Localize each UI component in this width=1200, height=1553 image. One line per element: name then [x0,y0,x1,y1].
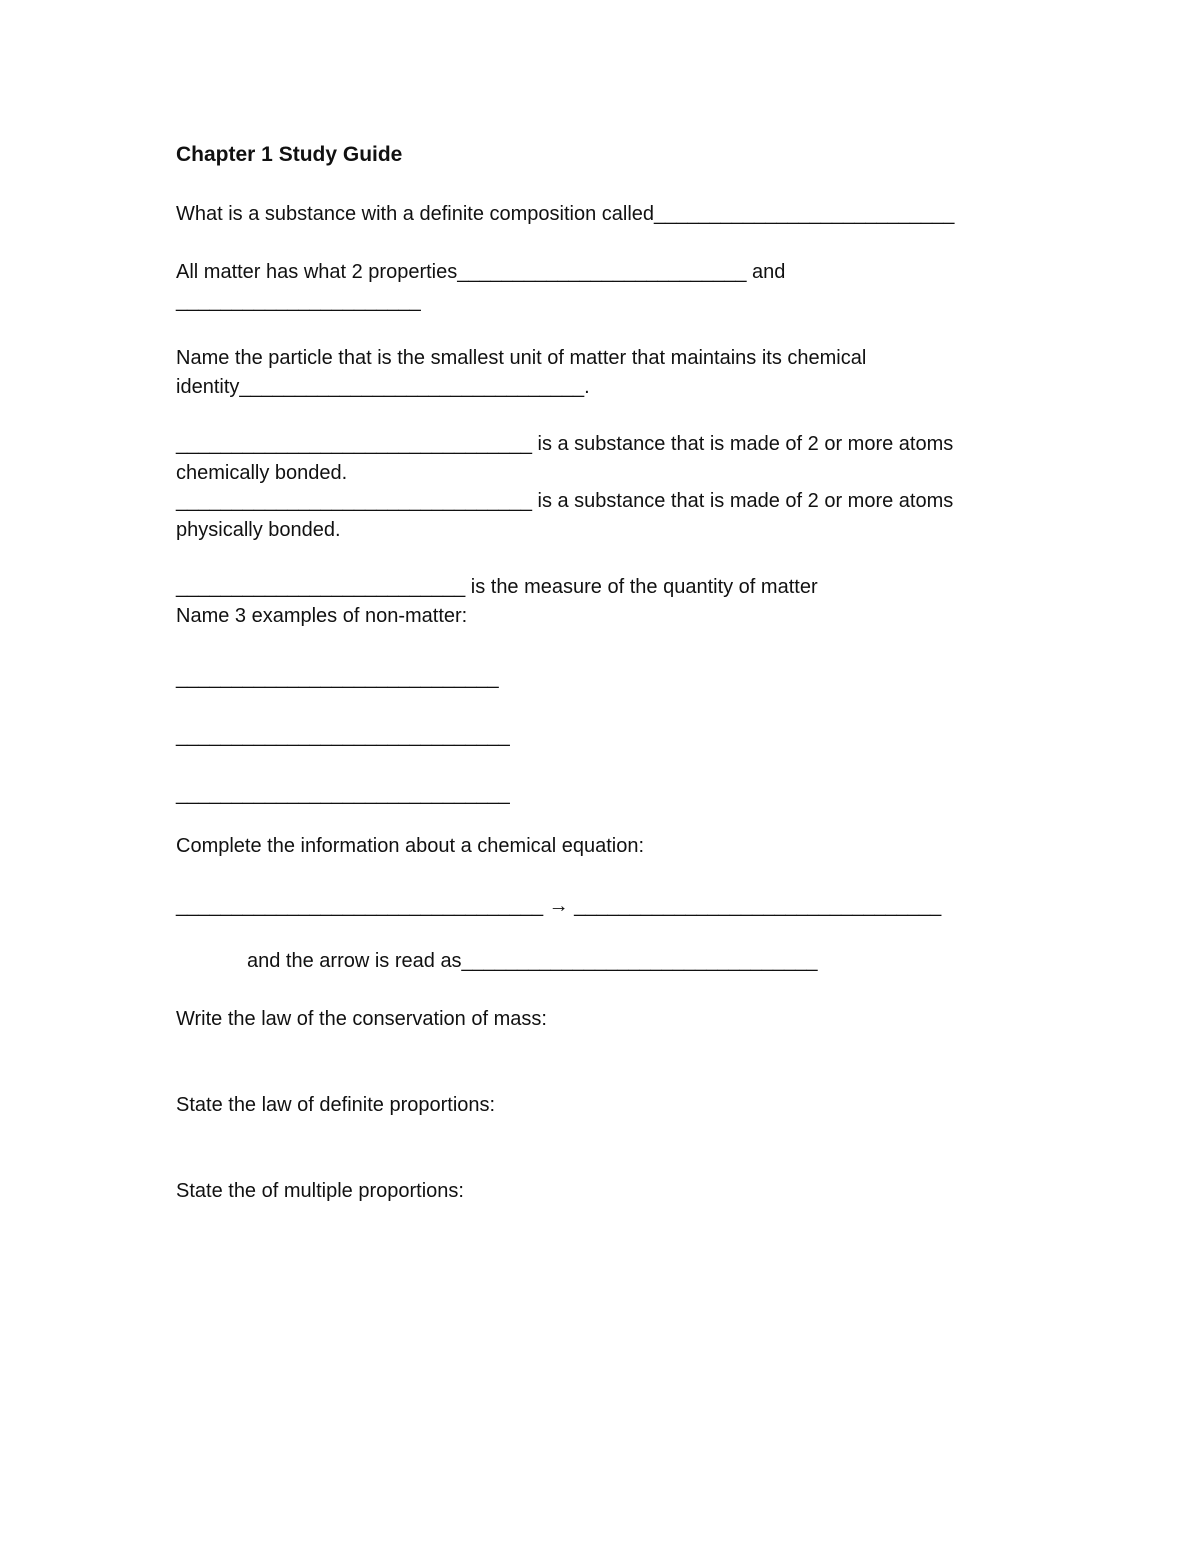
question-quantity-of-matter: __________________________ is the measure of the quantity of matter [176,576,818,598]
arrow-reading-blank: and the arrow is read as________________________________ [247,950,818,972]
question-physically-bonded: ________________________________ is a substance that is made of 2 or more atoms [176,490,954,512]
question-non-matter: Name 3 examples of non-matter: [176,605,468,627]
question-definite-composition: What is a substance with a definite composition called___________________________ [176,203,955,225]
question-matter-properties: All matter has what 2 properties__________________________ and [176,261,786,283]
question-definite-proportions: State the law of definite proportions: [176,1094,496,1116]
page-title: Chapter 1 Study Guide [176,143,403,166]
question-chemically-bonded: ________________________________ is a substance that is made of 2 or more atoms [176,433,954,455]
question-smallest-particle-continued: identity_______________________________. [176,376,590,398]
question-chemically-bonded-continued: chemically bonded. [176,462,348,484]
question-smallest-particle: Name the particle that is the smallest unit of matter that maintains its chemical [176,347,867,369]
question-conservation-of-mass: Write the law of the conservation of mass: [176,1008,547,1030]
question-matter-properties-blank: ______________________ [176,290,421,312]
chemical-equation-blanks: _________________________________ → _________________________________ [176,895,942,917]
question-physically-bonded-continued: physically bonded. [176,519,341,541]
non-matter-blank-2: ______________________________ [176,725,510,747]
question-multiple-proportions: State the of multiple proportions: [176,1180,464,1202]
non-matter-blank-1: _____________________________ [176,667,499,689]
non-matter-blank-3: ______________________________ [176,783,510,805]
question-chemical-equation: Complete the information about a chemical equation: [176,835,645,857]
